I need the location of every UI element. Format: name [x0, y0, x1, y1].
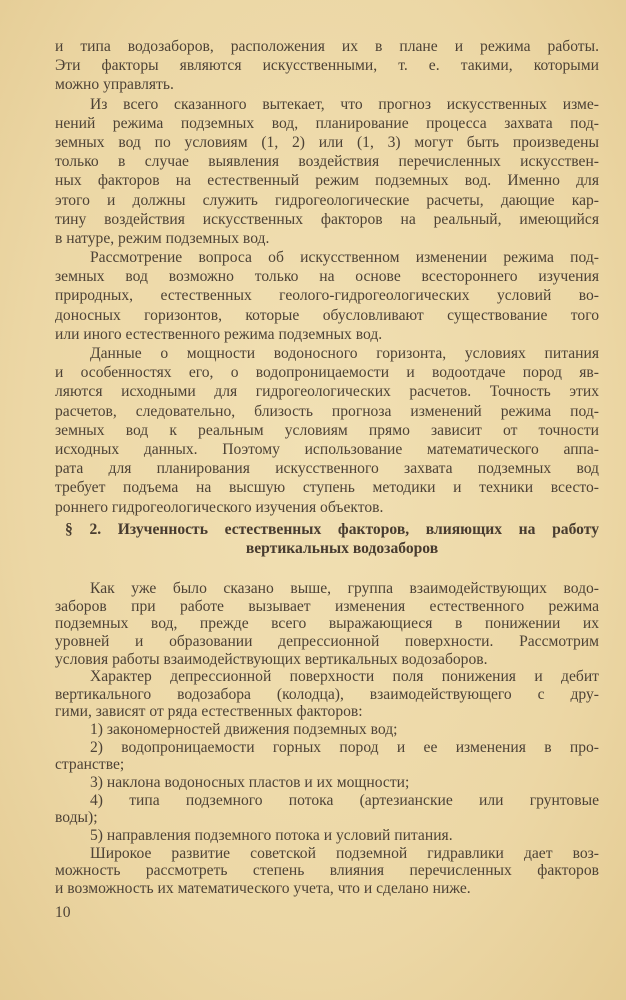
text-line: уровней и образовании депрессионной поверхности. Рассмотрим [55, 632, 599, 650]
text-line: и особенностях его, о водопроницаемости и водоотдаче пород яв- [55, 364, 599, 382]
paragraph [55, 37, 599, 95]
text-line: в натуре, режим подземных вод. [55, 229, 270, 247]
text-line: рата для планирования искусственного захвата подземных вод [55, 460, 599, 478]
text-line: и типа водозаборов, расположения их в плане и режима работы. [55, 38, 599, 55]
text-line: можно управлять. [55, 76, 174, 94]
text-line: доносных горизонтов, которые обусловливают существование того [55, 306, 599, 324]
page-number: 10 [55, 904, 71, 921]
text-line: 2) водопроницаемости горных пород и ее изменения в про- [90, 738, 599, 756]
text-line: заборов при работе вызывает изменения естественного режима [55, 597, 599, 615]
section-heading [55, 520, 599, 558]
text-line: ных факторов на естественный режим подземных вод. Именно для [55, 172, 599, 190]
text-line: только в случае выявления воздействия перечисленных искусствен- [55, 153, 599, 171]
paragraph [55, 827, 599, 845]
paragraph [55, 792, 599, 827]
text-line: природных, естественных геолого-гидрогеологических условий во- [55, 287, 599, 305]
text-line: нений режима подземных вод, планирование процесса захвата под- [55, 114, 599, 132]
paragraph [55, 248, 599, 344]
text-line: Характер депрессионной поверхности поля понижения и дебит [90, 668, 599, 686]
text-line: тину воздействия искусственных факторов на реальный, имеющийся [55, 210, 599, 228]
paragraph [55, 739, 599, 774]
text-line: вертикального водозабора (колодца), взаимодействующего с дру- [55, 685, 599, 703]
text-line: роннего гидрогеологического изучения объектов. [55, 498, 384, 516]
section-heading-line-2: вертикальных водозаборов [245, 540, 439, 557]
text-line: земных вод возможно только на основе всестороннего изучения [55, 268, 599, 286]
section-heading-line-1: § 2. Изученность естественных факторов, влияющих на работу [65, 521, 599, 538]
text-line: исходных данных. Поэтому использование математического аппа- [55, 440, 599, 458]
paragraph [55, 668, 599, 721]
text-line: можность рассмотреть степень влияния перечисленных факторов [55, 862, 599, 880]
paragraph [55, 721, 599, 739]
text-line: Широкое развитие советской подземной гидравлики дает воз- [90, 844, 599, 862]
text-line: странстве; [55, 756, 125, 774]
text-line: 1) закономерностей движения подземных вод; [90, 721, 398, 739]
paragraph [55, 95, 599, 249]
paragraph [55, 774, 599, 792]
text-block-top [55, 37, 599, 517]
text-line: земных вод по условиям (1, 2) или (1, 3) могут быть произведены [55, 133, 599, 151]
text-line: воды); [55, 809, 98, 827]
paragraph [55, 845, 599, 898]
paragraph [55, 344, 599, 517]
text-line: 5) направления подземного потока и условий питания. [90, 826, 453, 844]
text-line: Эти факторы являются искусственными, т. е. такими, которыми [55, 57, 599, 75]
text-line: подземных вод, прежде всего выражающиеся в понижении их [55, 615, 599, 633]
text-line: гими, зависят от ряда естественных факторов: [55, 703, 363, 721]
text-line: Как уже было сказано выше, группа взаимодействующих водо- [90, 580, 599, 597]
text-line: этого и должны служить гидрогеологические расчеты, дающие кар- [55, 191, 599, 209]
text-line: 4) типа подземного потока (артезианские или грунтовые [90, 791, 599, 809]
text-line: или иного естественного режима подземных вод. [55, 325, 383, 343]
text-line: расчетов, следовательно, близость прогноза изменений режима под- [55, 402, 599, 420]
text-line: Данные о мощности водоносного горизонта, условиях питания [90, 345, 599, 362]
text-line: требует подъема на высшую ступень методики и техники всесто- [55, 479, 599, 497]
text-line: ляются исходными для гидрогеологических расчетов. Точность этих [55, 383, 599, 401]
text-line: условия работы взаимодействующих вертикальных водозаборов. [55, 650, 488, 668]
paragraph [55, 580, 599, 668]
text-line: земных вод к реальным условиям прямо зависит от точности [55, 421, 599, 439]
text-block-bottom [55, 580, 599, 898]
text-line: и возможность их математического учета, что и сделано ниже. [55, 879, 471, 897]
text-line: 3) наклона водоносных пластов и их мощности; [90, 774, 410, 792]
text-line: Рассмотрение вопроса об искусственном изменении режима под- [90, 249, 599, 267]
text-line: Из всего сказанного вытекает, что прогноз искусственных изме- [90, 95, 599, 113]
